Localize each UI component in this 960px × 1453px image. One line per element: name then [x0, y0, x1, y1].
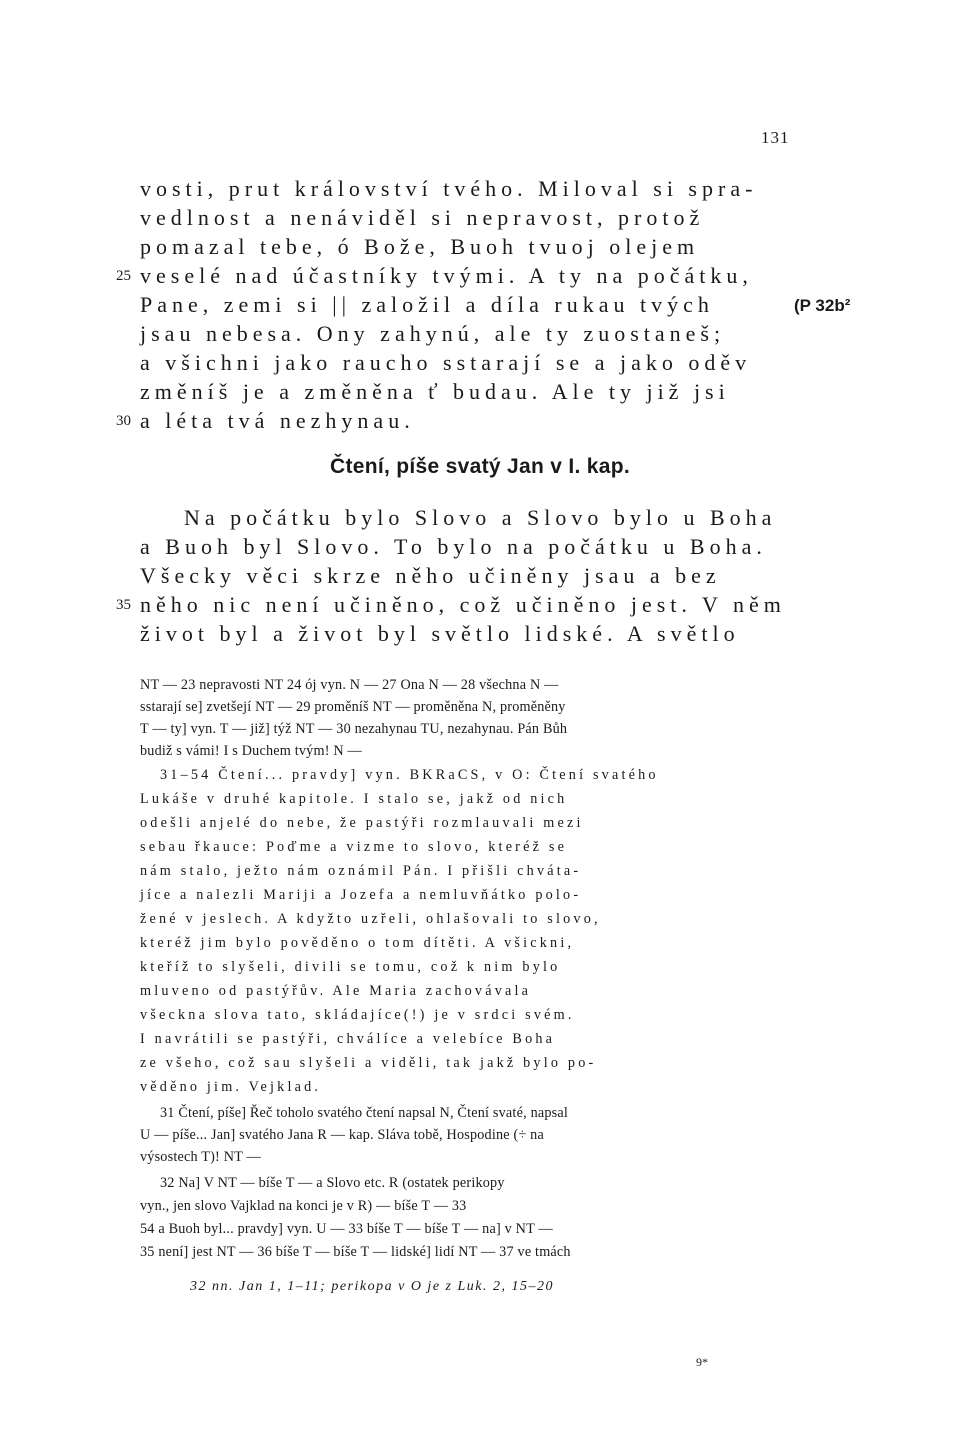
- reference-line: 32 nn. Jan 1, 1–11; perikopa v O je z Luk. 2, 15–20: [190, 1279, 554, 1294]
- text-line: Všecky věci skrze něho učiněny jsau a bez: [140, 563, 721, 588]
- text-line: vedlnost a nenáviděl si nepravost, protož: [140, 205, 705, 230]
- text-line: něho nic není učiněno, což učiněno jest. V něm: [140, 592, 786, 617]
- note-line: 32 Na] V NT — bíše T — a Slovo etc. R (ostatek perikopy: [160, 1175, 505, 1191]
- text-line: změníš je a změněna ť budau. Ale ty již jsi: [140, 379, 730, 404]
- note-line: kteříž to slyšeli, divili se tomu, což k nim bylo: [140, 959, 561, 975]
- page-number: 131: [761, 128, 790, 147]
- line-number: 35: [116, 597, 131, 613]
- note-line: Lukáše v druhé kapitole. I stalo se, jakž od nich: [140, 791, 568, 807]
- note-line: ze všeho, což sau slyšeli a viděli, tak jakž bylo po-: [140, 1055, 597, 1071]
- note-line: žené v jeslech. A kdyžto uzřeli, ohlašovali to slovo,: [140, 911, 601, 927]
- note-line: NT — 23 nepravosti NT 24 ój vyn. N — 27 Ona N — 28 všechna N —: [140, 677, 559, 693]
- line-number: 30: [116, 413, 131, 429]
- text-line: a léta tvá nezhynau.: [140, 408, 415, 433]
- signature-mark: 9*: [696, 1355, 708, 1369]
- note-line: věděno jim. Vejklad.: [140, 1079, 322, 1095]
- text-line: a všichni jako raucho sstarají se a jako oděv: [140, 350, 752, 375]
- text-line: vosti, prut království tvého. Miloval si spra-: [140, 176, 758, 201]
- note-line: 54 a Buoh byl... pravdy] vyn. U — 33 bíše T — bíše T — na] v NT —: [140, 1221, 553, 1237]
- note-line: jíce a nalezli Mariji a Jozefa a nemluvňátko polo-: [140, 887, 582, 903]
- note-line: I navrátili se pastýři, chválíce a velebíce Boha: [140, 1031, 556, 1047]
- note-line: 35 není] jest NT — 36 bíše T — bíše T — lidské] lidí NT — 37 ve tmách: [140, 1244, 571, 1260]
- text-line: Na počátku bylo Slovo a Slovo bylo u Boha: [184, 505, 777, 530]
- line-number: 25: [116, 268, 131, 284]
- text-line: a Buoh byl Slovo. To bylo na počátku u Boha.: [140, 534, 767, 559]
- text-line: jsau nebesa. Ony zahynú, ale ty zuostaneš;: [140, 321, 726, 346]
- note-line: U — píše... Jan] svatého Jana R — kap. Sláva tobě, Hospodine (÷ na: [140, 1127, 544, 1143]
- margin-reference: (P 32b²: [794, 296, 851, 315]
- section-heading: Čtení, píše svatý Jan v I. kap.: [330, 455, 630, 478]
- note-line: mluveno od pastýřův. Ale Maria zachovávala: [140, 983, 532, 999]
- text-line: život byl a život byl světlo lidské. A světlo: [140, 621, 740, 646]
- note-line: T — ty] vyn. T — již] týž NT — 30 nezahynau TU, nezahynau. Pán Bůh: [140, 721, 568, 737]
- note-line: odešli anjelé do nebe, že pastýři rozmlauvali mezi: [140, 815, 584, 831]
- note-line: kteréž jim bylo pověděno o tom dítěti. A všickni,: [140, 935, 575, 951]
- note-line: 31–54 Čtení... pravdy] vyn. BKRaCS, v O: Čtení svatého: [160, 767, 659, 783]
- note-line: 31 Čtení, píše] Řeč toholo svatého čtení napsal N, Čtení svaté, napsal: [160, 1105, 569, 1121]
- note-line: vyn., jen slovo Vajklad na konci je v R) — bíše T — 33: [140, 1198, 467, 1214]
- text-line: Pane, zemi si || založil a díla rukau tvých: [140, 292, 714, 317]
- note-line: budiž s vámi! I s Duchem tvým! N —: [140, 743, 362, 759]
- text-line: pomazal tebe, ó Bože, Buoh tvuoj olejem: [140, 234, 700, 259]
- note-line: sstarají se] zvetšejí NT — 29 proměníš NT — proměněna N, proměněny: [140, 699, 566, 715]
- note-line: nám stalo, ježto nám oznámil Pán. I přišli chváta-: [140, 863, 582, 879]
- note-line: sebau řkauce: Poďme a vizme to slovo, kteréž se: [140, 839, 568, 855]
- text-line: veselé nad účastníky tvými. A ty na počátku,: [140, 263, 753, 288]
- note-line: všeckna slova tato, skládajíce(!) je v srdci svém.: [140, 1007, 575, 1023]
- note-line: výsostech T)! NT —: [140, 1149, 261, 1165]
